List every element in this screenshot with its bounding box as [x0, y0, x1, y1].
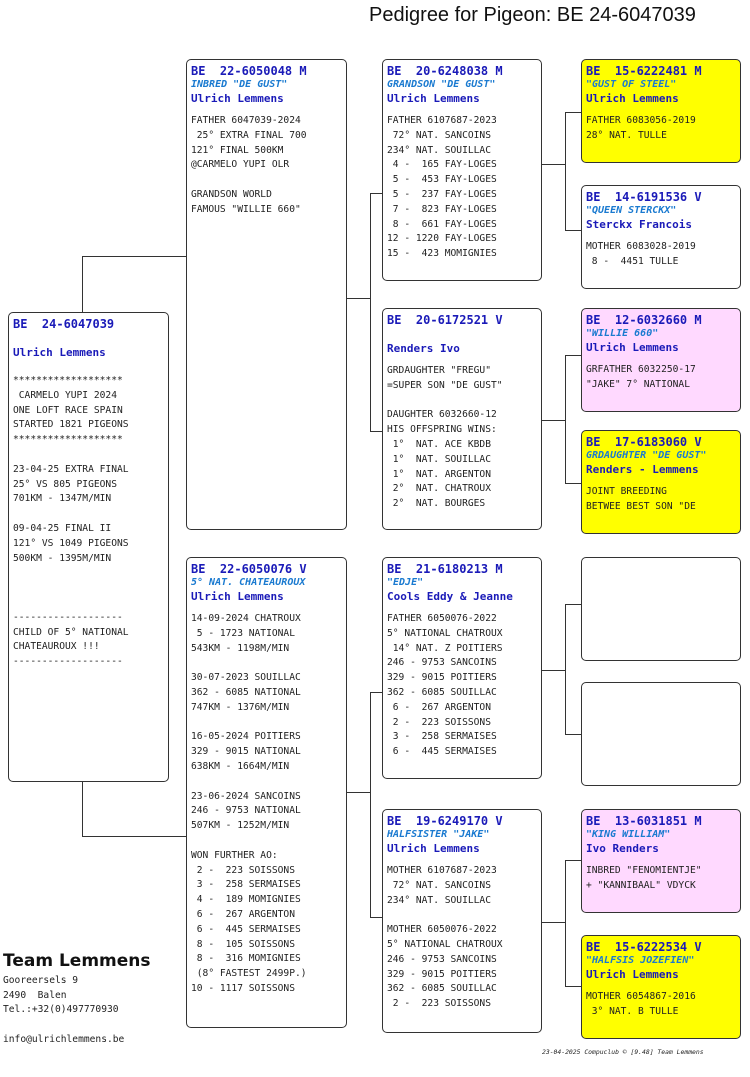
connector-line: [565, 230, 581, 231]
ring-number: BE 22-6050076 V: [191, 562, 307, 576]
ring-number: BE 20-6248038 M: [387, 64, 503, 78]
nickname: "HALFSIS JOZEFIEN": [586, 955, 695, 966]
nickname: GRDAUGHTER "DE GUST": [586, 450, 707, 461]
pigeon-info: FATHER 6047039-2024 25° EXTRA FINAL 700 121° FINAL 500KM @CARMELO YUPI OLR GRANDSON WORLD FAMOUS "WILLIE 660": [191, 115, 307, 215]
owner-name: Ulrich Lemmens: [191, 92, 284, 105]
great-grandparent-card: [581, 308, 741, 412]
ring-number: BE 15-6222534 V: [586, 940, 702, 954]
ring-number: BE 15-6222481 M: [586, 64, 702, 78]
connector-line: [346, 792, 370, 793]
connector-line: [541, 670, 565, 671]
nickname: "KING WILLIAM": [586, 829, 671, 840]
owner-name: Ulrich Lemmens: [191, 590, 284, 603]
owner-name: Renders Ivo: [387, 342, 460, 355]
connector-line: [565, 604, 581, 605]
nickname: "WILLIE 660": [586, 328, 659, 339]
page-title: Pedigree for Pigeon: BE 24-6047039: [369, 4, 696, 26]
pigeon-info: INBRED "FENOMIENTJE" + "KANNIBAAL" VDYCK: [586, 865, 702, 891]
connector-line: [370, 193, 382, 194]
connector-line: [565, 355, 581, 356]
father-card: [186, 59, 347, 530]
pigeon-info: MOTHER 6054867-2016 3° NAT. B TULLE: [586, 991, 696, 1017]
subject-pigeon-card: [8, 312, 169, 782]
ring-number: BE 14-6191536 V: [586, 190, 702, 204]
owner-name: Renders - Lemmens: [586, 463, 699, 476]
owner-name: Ulrich Lemmens: [586, 341, 679, 354]
connector-line: [82, 836, 186, 837]
mother-card: [186, 557, 347, 1028]
connector-line: [565, 112, 566, 230]
connector-line: [565, 734, 581, 735]
team-name: Team Lemmens: [3, 951, 151, 971]
connector-line: [565, 112, 581, 113]
ring-number: BE 17-6183060 V: [586, 435, 702, 449]
connector-line: [565, 604, 566, 734]
nickname: GRANDSON "DE GUST": [387, 79, 496, 90]
connector-line: [541, 164, 565, 165]
great-grandparent-card: [581, 935, 741, 1039]
owner-name: Ulrich Lemmens: [387, 92, 480, 105]
grandmother-maternal-card: [382, 809, 542, 1033]
owner-name: Ulrich Lemmens: [586, 92, 679, 105]
nickname: "QUEEN STERCKX": [586, 205, 677, 216]
connector-line: [82, 782, 83, 836]
email-link[interactable]: info@ulrichlemmens.be: [3, 1034, 125, 1045]
owner-name: Sterckx Francois: [586, 218, 692, 231]
nickname: 5° NAT. CHATEAUROUX: [191, 577, 306, 588]
connector-line: [565, 860, 566, 986]
owner-name: Cools Eddy & Jeanne: [387, 590, 513, 603]
pigeon-info: FATHER 6083056-2019 28° NAT. TULLE: [586, 115, 696, 141]
great-grandparent-card: [581, 185, 741, 289]
connector-line: [370, 692, 371, 917]
ring-number: BE 20-6172521 V: [387, 313, 503, 327]
grandfather-paternal-card: [382, 59, 542, 281]
pigeon-info: GRFATHER 6032250-17 "JAKE" 7° NATIONAL: [586, 364, 696, 390]
owner-name: Ivo Renders: [586, 842, 659, 855]
connector-line: [370, 692, 382, 693]
footer-credit: 23-04-2025 Compuclub © [9.48] Team Lemmens: [542, 1048, 704, 1056]
ring-number: BE 19-6249170 V: [387, 814, 503, 828]
pigeon-info: MOTHER 6083028-2019 8 - 4451 TULLE: [586, 241, 696, 267]
owner-name: Ulrich Lemmens: [13, 346, 106, 359]
connector-line: [370, 917, 382, 918]
connector-line: [370, 431, 382, 432]
ring-number: BE 24-6047039: [13, 317, 115, 331]
nickname: INBRED "DE GUST": [191, 79, 288, 90]
ring-number: BE 13-6031851 M: [586, 814, 702, 828]
great-grandparent-card: [581, 59, 741, 163]
owner-name: Ulrich Lemmens: [387, 842, 480, 855]
connector-line: [82, 256, 83, 312]
grandfather-maternal-card: [382, 557, 542, 779]
ring-number: BE 12-6032660 M: [586, 313, 702, 327]
nickname: HALFSISTER "JAKE": [387, 829, 490, 840]
nickname: "GUST OF STEEL": [586, 79, 677, 90]
great-grandparent-card: [581, 809, 741, 913]
team-address: Gooreersels 9 2490 Balen Tel.:+32(0)497770930: [3, 975, 119, 1016]
connector-line: [541, 420, 565, 421]
connector-line: [565, 860, 581, 861]
pigeon-info: FATHER 6107687-2023 72° NAT. SANCOINS 234° NAT. SOUILLAC 4 - 165 FAY-LOGES 5 - 453 FAY-LOGES 5 - 237 FAY-LOGES 7 - 823 FAY-LOGES 8 - 661 FAY-LOGES 12 - 1220 FAY-LOGES 15 - 423 MOMIGNIES: [387, 115, 497, 260]
great-grandparent-empty-card: [581, 557, 741, 661]
connector-line: [82, 256, 186, 257]
pigeon-info: JOINT BREEDING BETWEE BEST SON "DE: [586, 486, 696, 512]
connector-line: [541, 922, 565, 923]
pigeon-info: ******************* CARMELO YUPI 2024 ONE LOFT RACE SPAIN STARTED 1821 PIGEONS ******************* 23-04-25 EXTRA FINAL 25° VS 805 PIGEONS 701KM - 1347M/MIN 09-04-25 FINAL II 121° VS 1049 PIGEONS 500KM - 1395M/MIN ------------------- CHILD OF 5° NATIONAL CHATEAUROUX !!! -------------------: [13, 375, 129, 668]
connector-line: [565, 986, 581, 987]
connector-line: [565, 483, 581, 484]
owner-name: Ulrich Lemmens: [586, 968, 679, 981]
great-grandparent-card: [581, 430, 741, 534]
grandmother-paternal-card: [382, 308, 542, 530]
pigeon-info: 14-09-2024 CHATROUX 5 - 1723 NATIONAL 543KM - 1198M/MIN 30-07-2023 SOUILLAC 362 - 6085 NATIONAL 747KM - 1376M/MIN 16-05-2024 POITIERS 329 - 9015 NATIONAL 638KM - 1664M/MIN 23-06-2024 SANCOINS 246 - 9753 NATIONAL 507KM - 1252M/MIN WON FURTHER AO: 2 - 223 SOISSONS 3 - 258 SERMAISES 4 - 189 MOMIGNIES 6 - 267 ARGENTON 6 - 445 SERMAISES 8 - 105 SOISSONS 8 - 316 MOMIGNIES (8° FASTEST 2499P.) 10 - 1117 SOISSONS: [191, 613, 307, 994]
ring-number: BE 22-6050048 M: [191, 64, 307, 78]
connector-line: [346, 298, 370, 299]
ring-number: BE 21-6180213 M: [387, 562, 503, 576]
great-grandparent-empty-card: [581, 682, 741, 786]
nickname: "EDJE": [387, 577, 424, 588]
pigeon-info: MOTHER 6107687-2023 72° NAT. SANCOINS 234° NAT. SOUILLAC MOTHER 6050076-2022 5° NATIONAL CHATROUX 246 - 9753 SANCOINS 329 - 9015 POITIERS 362 - 6085 SOUILLAC 2 - 223 SOISSONS: [387, 865, 503, 1010]
connector-line: [565, 355, 566, 483]
pigeon-info: FATHER 6050076-2022 5° NATIONAL CHATROUX 14° NAT. Z POITIERS 246 - 9753 SANCOINS 329 - 9015 POITIERS 362 - 6085 SOUILLAC 6 - 267 ARGENTON 2 - 223 SOISSONS 3 - 258 SERMAISES 6 - 445 SERMAISES: [387, 613, 503, 758]
connector-line: [370, 193, 371, 431]
pigeon-info: GRDAUGHTER "FREGU" =SUPER SON "DE GUST" DAUGHTER 6032660-12 HIS OFFSPRING WINS: 1° NAT. ACE KBDB 1° NAT. SOUILLAC 1° NAT. ARGENTON 2° NAT. CHATROUX 2° NAT. BOURGES: [387, 365, 503, 510]
